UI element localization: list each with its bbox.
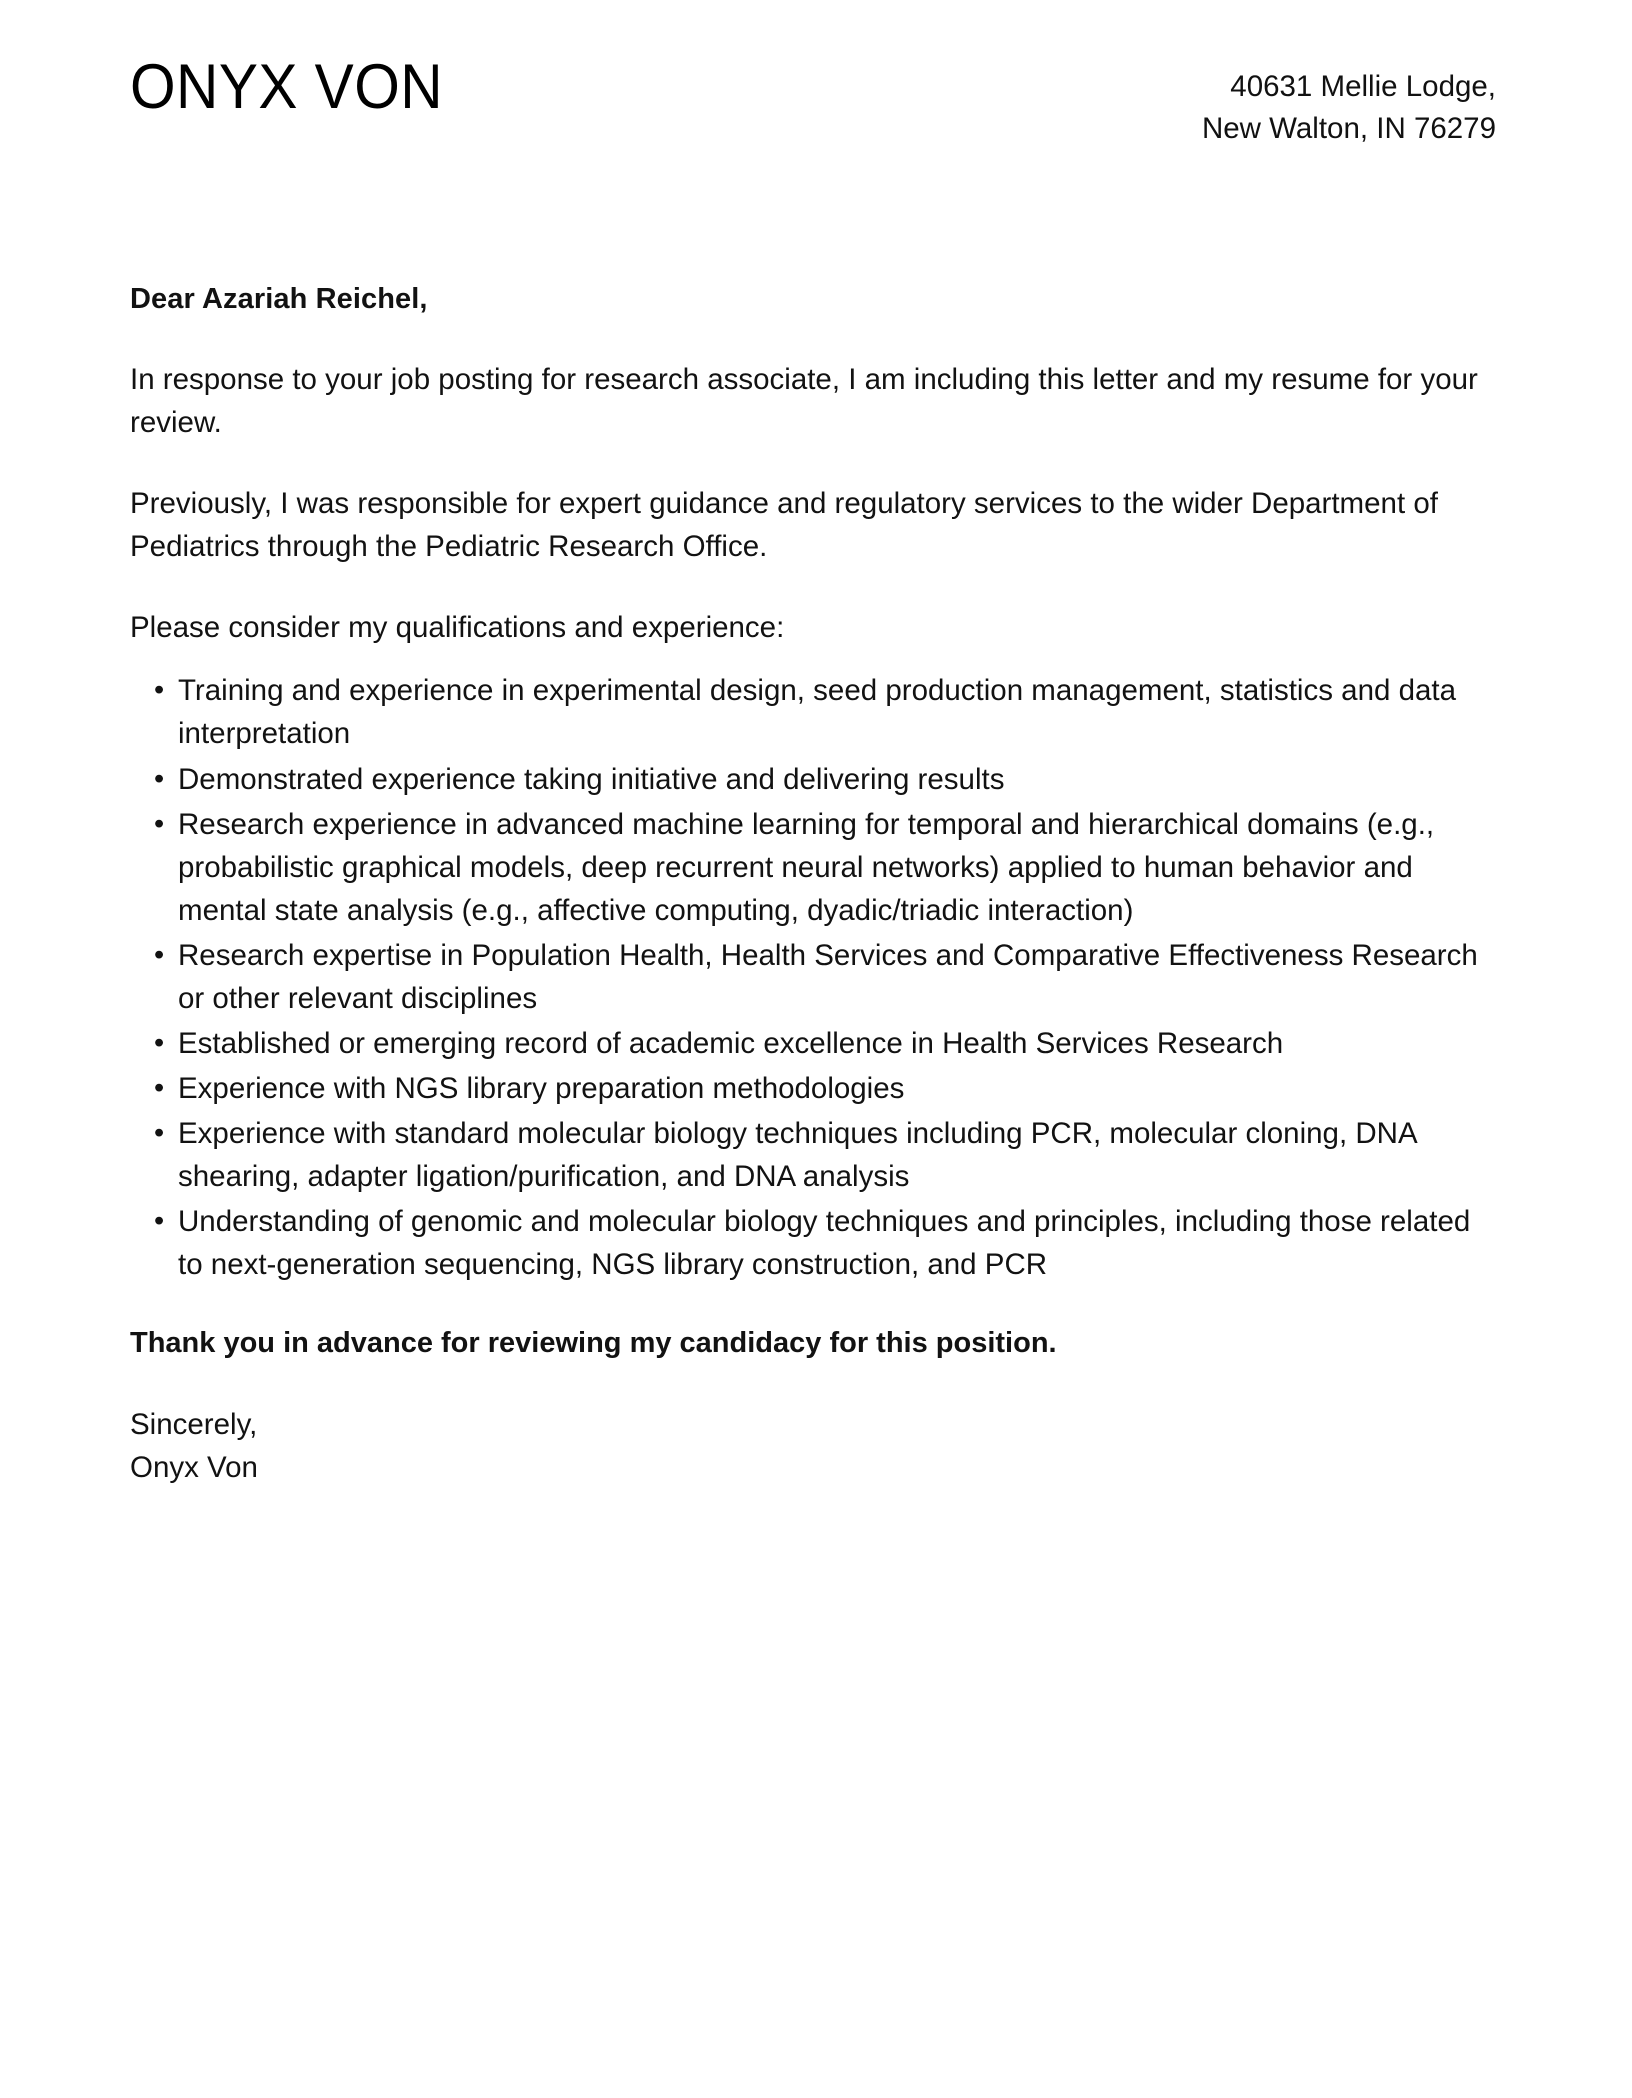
- contact-address-block: [1202, 56, 1496, 150]
- thank-you-statement: Thank you in advance for reviewing my candidacy for this position.: [130, 1327, 1057, 1360]
- list-item-text: Experience with NGS library preparation methodologies: [178, 1071, 905, 1105]
- salutation: Dear Azariah Reichel,: [130, 282, 428, 315]
- intro-paragraph: In response to your job posting for research associate, I am including this letter and my resume for your review.: [130, 363, 1478, 440]
- list-item-text: Established or emerging record of academic excellence in Health Services Research: [178, 1026, 1284, 1060]
- bullet-icon: •: [154, 1205, 165, 1238]
- page-title: ONYX VON: [130, 52, 444, 122]
- address-line-street: 40631 Mellie Lodge,: [1230, 70, 1496, 103]
- list-item-text: Research expertise in Population Health, Health Services and Comparative Effectiveness Research or other relevant disciplines: [178, 938, 1478, 1015]
- list-item: [130, 803, 1496, 932]
- list-item: [130, 669, 1496, 755]
- bullet-icon: •: [154, 762, 165, 795]
- list-item: [130, 1200, 1496, 1286]
- qualifications-list: [130, 669, 1496, 1286]
- bullet-icon: •: [154, 1071, 165, 1104]
- list-item: [130, 1067, 1496, 1110]
- bullet-icon: •: [154, 807, 165, 840]
- qualifications-intro: Please consider my qualifications and experience:: [130, 611, 785, 645]
- list-item-text: Demonstrated experience taking initiative and delivering results: [178, 762, 1005, 796]
- letter-content-area: [130, 0, 1496, 1489]
- list-item: [130, 758, 1496, 801]
- signature-name: Onyx Von: [130, 1450, 258, 1484]
- experience-paragraph: Previously, I was responsible for expert guidance and regulatory services to the wider Department of Pediatrics through the Pediatric Research Office.: [130, 487, 1438, 564]
- list-item-text: Experience with standard molecular biology techniques including PCR, molecular cloning, DNA shearing, adapter ligation/purification, and DNA analysis: [178, 1117, 1417, 1194]
- address-line-city-state-zip: New Walton, IN 76279: [1201, 111, 1496, 145]
- list-item-text: Understanding of genomic and molecular biology techniques and principles, including those related to next-generation sequencing, NGS library construction, and PCR: [178, 1205, 1471, 1282]
- bullet-icon: •: [154, 674, 165, 707]
- signature-block: [130, 1403, 1496, 1489]
- list-item-text: Research experience in advanced machine learning for temporal and hierarchical domains (e.g., probabilistic graphical models, deep recurrent neural networks) applied to human behavior and mental state analysis (e.g., affective computing, dyadic/triadic interaction): [178, 807, 1435, 927]
- list-item-text: Training and experience in experimental design, seed production management, statistics and data interpretation: [178, 674, 1457, 751]
- list-item: [130, 934, 1496, 1020]
- letter-header: [130, 0, 1496, 150]
- list-item: [130, 1022, 1496, 1065]
- bullet-icon: •: [154, 1026, 165, 1059]
- letter-body: [130, 278, 1496, 1489]
- bullet-icon: •: [154, 1117, 165, 1150]
- bullet-icon: •: [154, 938, 165, 971]
- signoff-text: Sincerely,: [130, 1407, 258, 1441]
- list-item: [130, 1112, 1496, 1198]
